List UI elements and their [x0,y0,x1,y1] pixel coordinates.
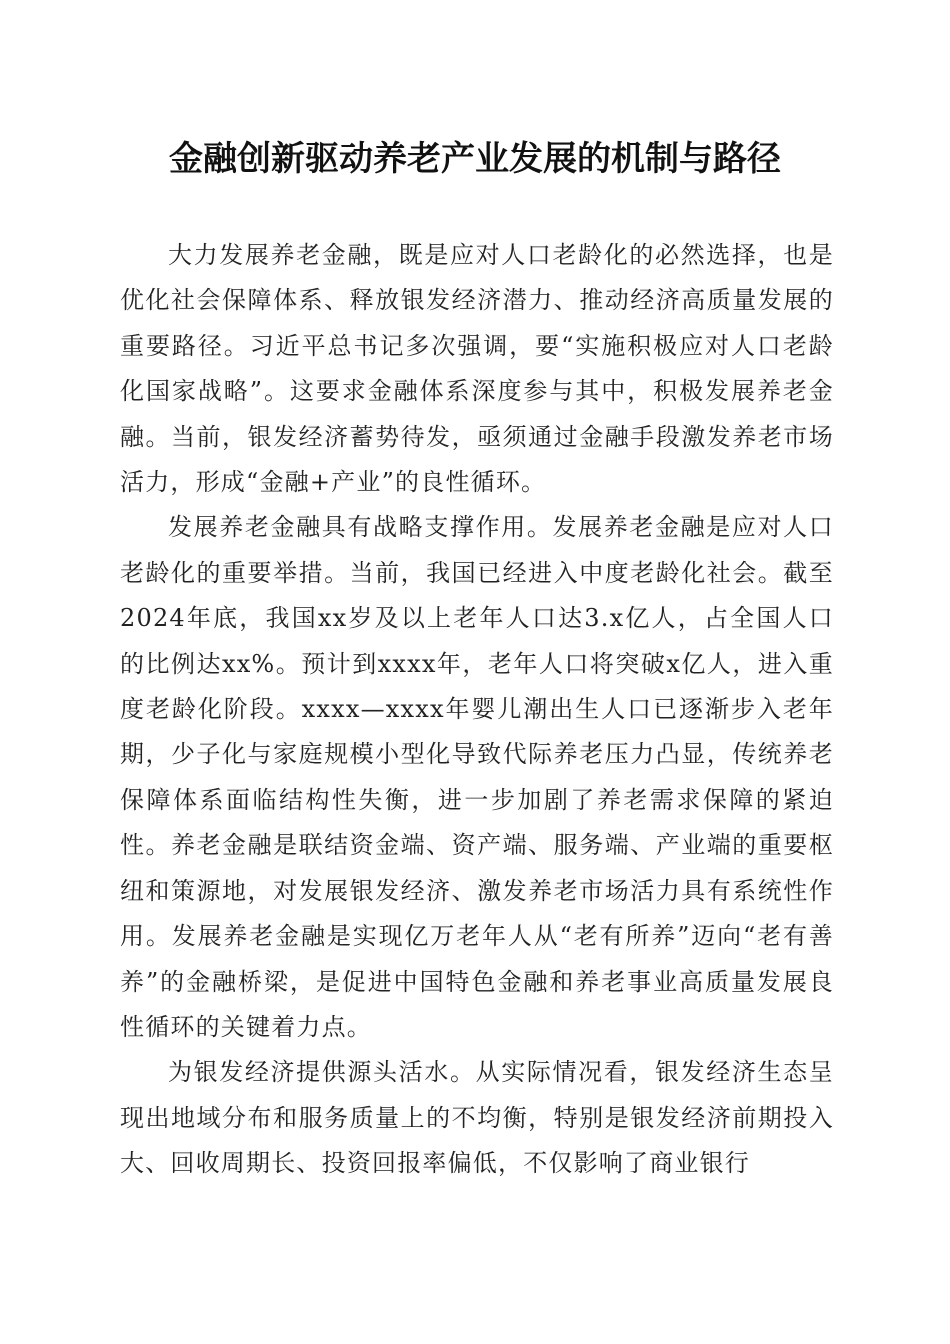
paragraph-intro: 大力发展养老金融，既是应对人口老龄化的必然选择，也是优化社会保障体系、释放银发经济潜力、推动经济高质量发展的重要路径。习近平总书记多次强调，要“实施积极应对人口老龄化国家战略”。这要求金融体系深度参与其中，积极发展养老金融。当前，银发经济蓄势待发，亟须通过金融手段激发养老市场活力，形成“金融+产业”的良性循环。 [120,241,834,497]
paragraph-strategic-support: 发展养老金融具有战略支撑作用。发展养老金融是应对人口老龄化的重要举措。当前，我国已经进入中度老龄化社会。截至2024年底，我国xx岁及以上老年人口达3.x亿人，占全国人口的比例达xx%。预计到xxxx年，老年人口将突破x亿人，进入重度老龄化阶段。xxxx—xxxx年婴儿潮出生人口已逐渐步入老年期，少子化与家庭规模小型化导致代际养老压力凸显，传统养老保障体系面临结构性失衡，进一步加剧了养老需求保障的紧迫性。养老金融是联结资金端、资产端、服务端、产业端的重要枢纽和策源地，对发展银发经济、激发养老市场活力具有系统性作用。发展养老金融是实现亿万老年人从“老有所养”迈向“老有善养”的金融桥梁，是促进中国特色金融和养老事业高质量发展良性循环的关键着力点。 [120,513,834,1041]
document-body [120,233,834,1187]
document-title: 金融创新驱动养老产业发展的机制与路径 [169,139,781,179]
paragraph-silver-economy: 为银发经济提供源头活水。从实际情况看，银发经济生态呈现出地域分布和服务质量上的不均衡，特别是银发经济前期投入大、回收周期长、投资回报率偏低，不仅影响了商业银行 [120,1058,834,1178]
